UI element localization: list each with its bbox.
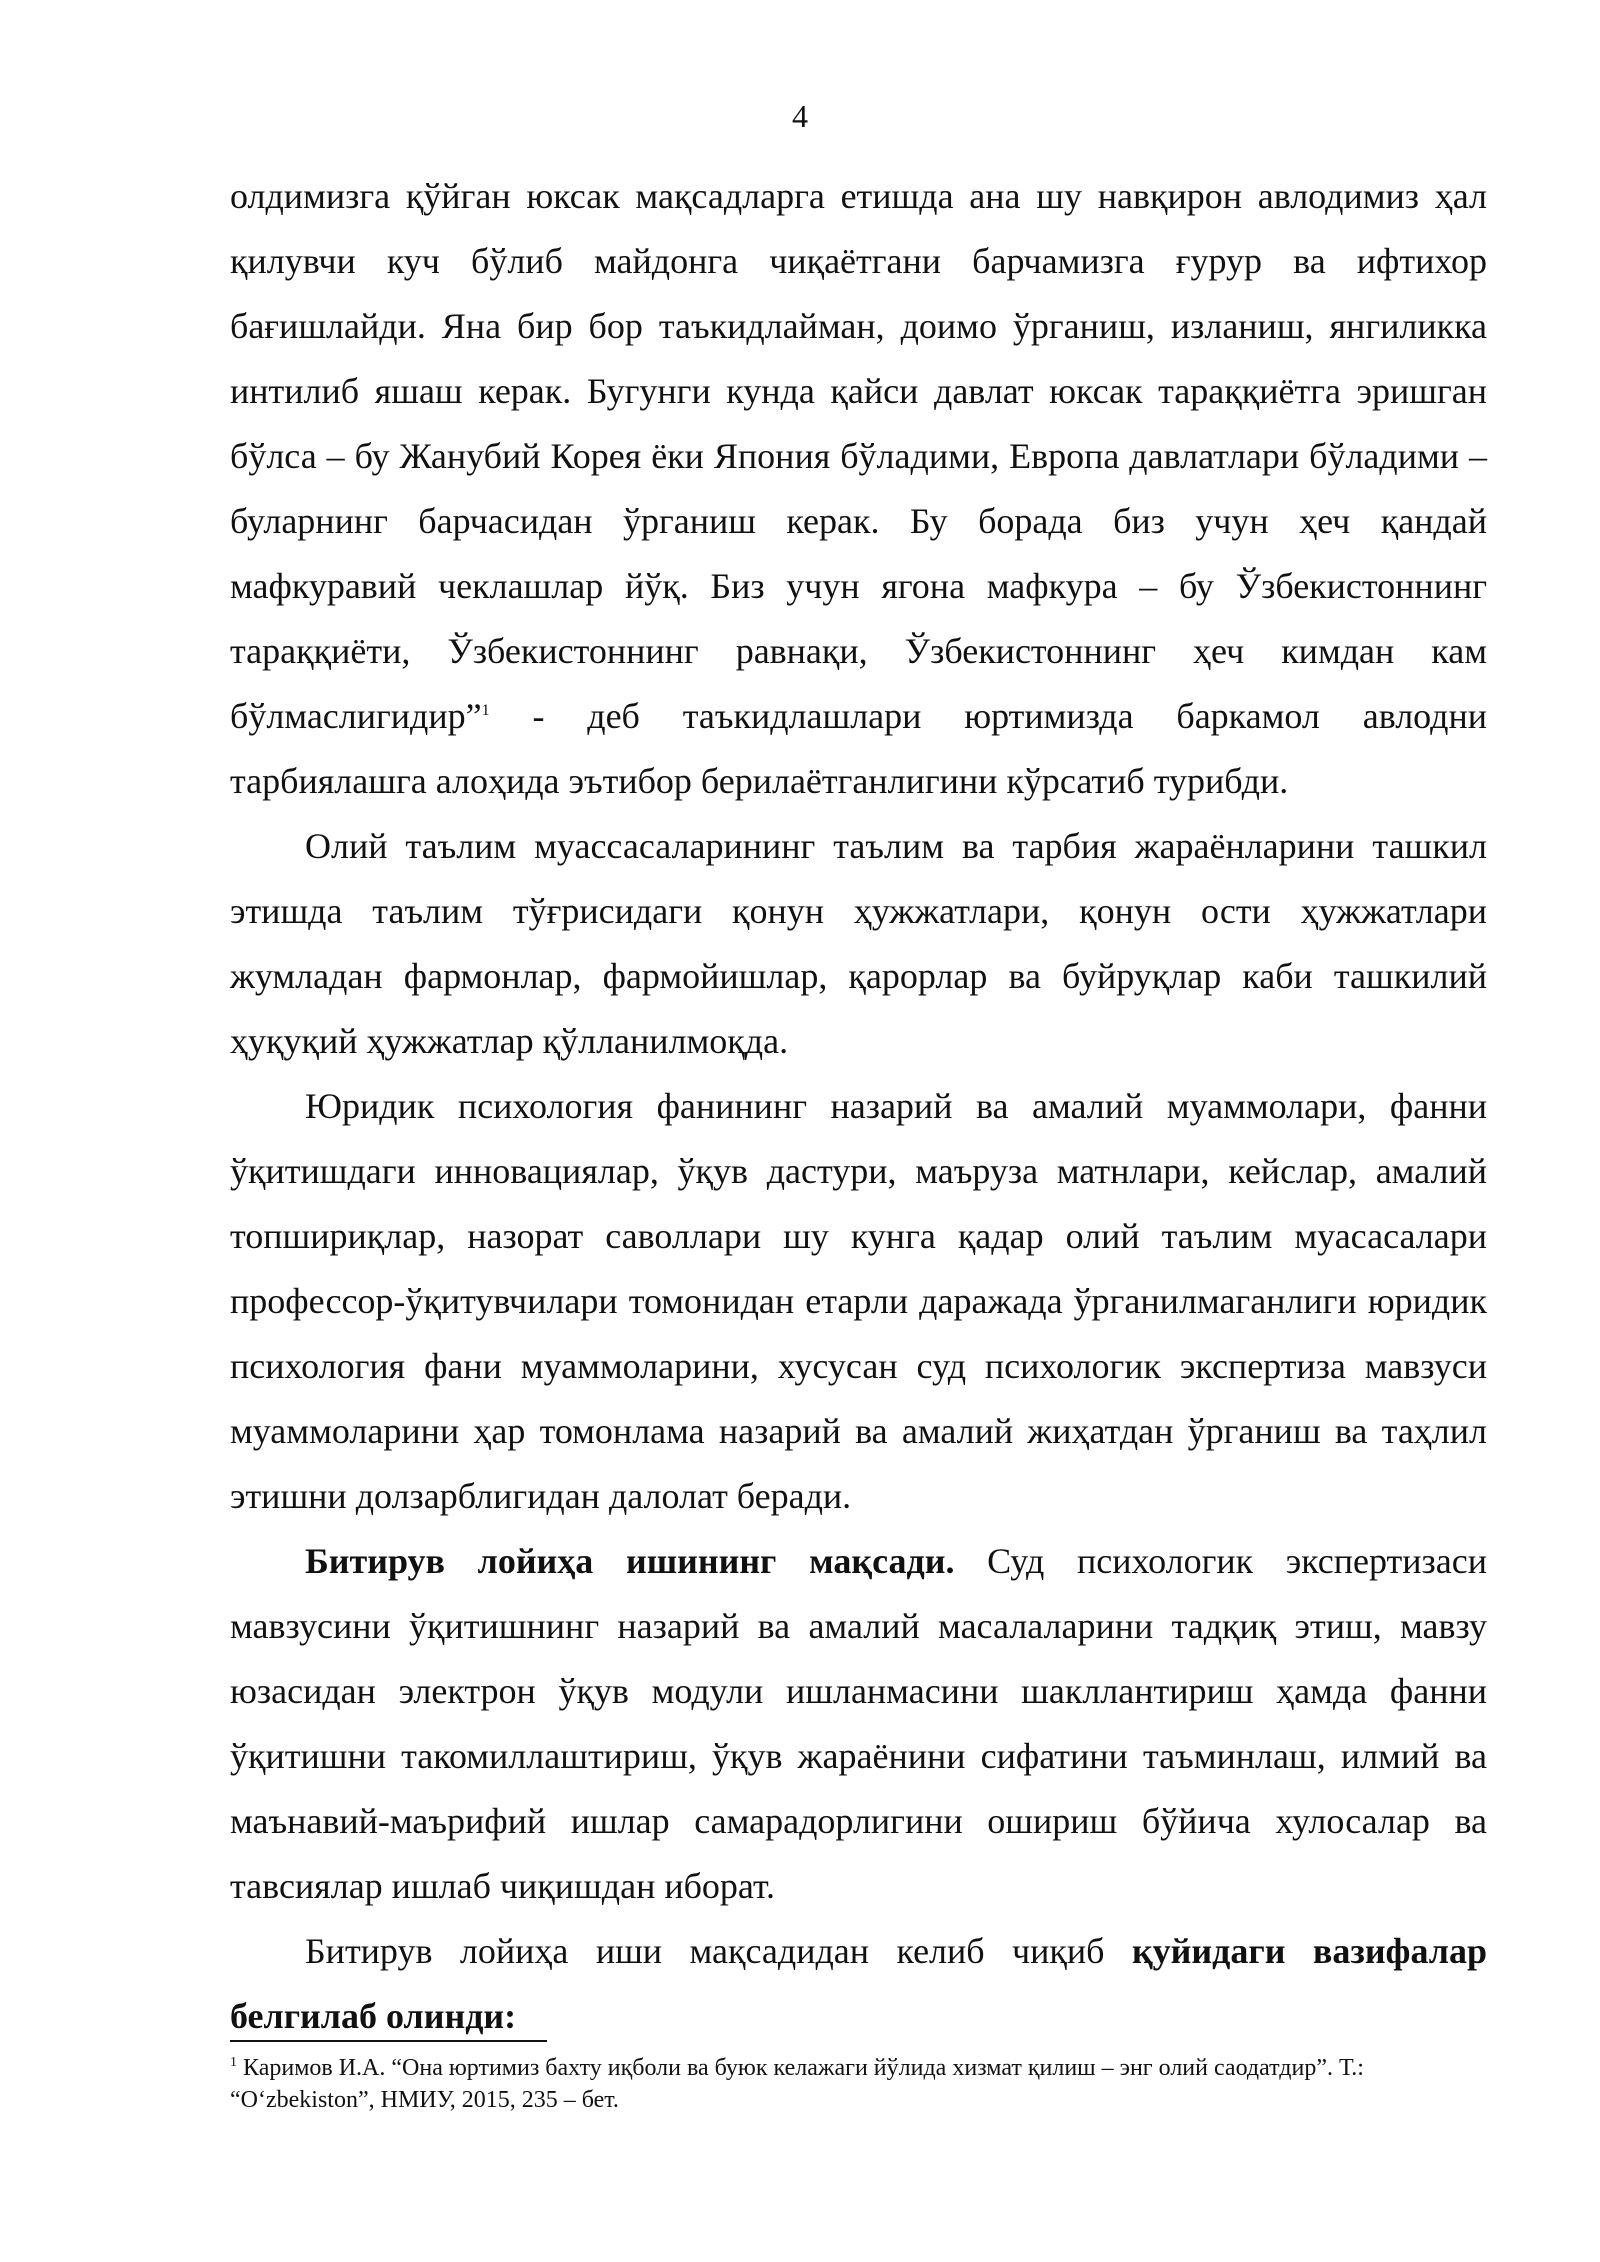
page-number: 4: [792, 98, 808, 134]
paragraph-3: Юридик психология фанининг назарий ва амалий муаммолари, фанни ўқитишдаги инновациялар, ўқув дастури, маъруза матнлари, кейслар, амалий топшириқлар, назорат саволлари шу кунга қадар олий таълим муасасалари профессор-ўқитувчилари томонидан етарли даражада ўрганилмаганлиги юридик психология фани муаммоларини, хусусан суд психологик экспертиза мавзуси муаммоларини ҳар томонлама назарий ва амалий жиҳатдан ўрганиш ва таҳлил этишни долзарблигидан далолат беради.: [230, 1086, 1487, 1516]
paragraph-4-text: Суд психологик экспертизаси мавзусини ўқитишнинг назарий ва амалий масалаларини тадқиқ этиш, мавзу юзасидан электрон ўқув модули ишланмасини шакллантириш ҳамда фанни ўқитишни такомиллаштириш, ўқув жараёнини сифатини таъминлаш, илмий ва маънавий-маърифий ишлар самарадорлигини ошириш бўйича хулосалар ва тавсиялар ишлаб чиқишдан иборат.: [230, 1541, 1487, 1906]
paragraph-4: [230, 1529, 1487, 1919]
paragraph-1: [230, 164, 1487, 814]
footnote-number: 1: [230, 2055, 237, 2070]
paragraph-1-continuation: - деб таъкидлашлари юртимизда баркамол авлодни тарбиялашга алоҳида эътибор берилаётганлигини кўрсатиб турибди.: [230, 696, 1487, 801]
paragraph-1-text: олдимизга қўйган юксак мақсадларга етишда ана шу навқирон авлодимиз ҳал қилувчи куч бўлиб майдонга чиқаётгани барчамизга ғурур ва ифтихор бағишлайди. Яна бир бор таъкидлайман, доимо ўрганиш, изланиш, янгиликка интилиб яшаш керак. Бугунги кунда қайси давлат юксак тараққиётга эришган бўлса – бу Жанубий Корея ёки Япония бўладими, Европа давлатлари бўладими – буларнинг барчасидан ўрганиш керак. Бу борада биз учун ҳеч қандай мафкуравий чеклашлар йўқ. Биз учун ягона мафкура – бу Ўзбекистоннинг тараққиёти, Ўзбекистоннинг равнақи, Ўзбекистоннинг ҳеч кимдан кам бўлмаслигидир”: [230, 176, 1487, 736]
footnote: [230, 2052, 1487, 2116]
paragraph-2: Олий таълим муассасаларининг таълим ва тарбия жараёнларини ташкил этишда таълим тўғрисидаги қонун ҳужжатлари, қонун ости ҳужжатлари жумладан фармонлар, фармойишлар, қарорлар ва буйруқлар каби ташкилий ҳуқуқий ҳужжатлар қўлланилмоқда.: [230, 826, 1487, 1061]
body-text: [230, 164, 1487, 2049]
footnote-separator: [230, 2040, 547, 2042]
footnote-reference: 1: [481, 702, 490, 719]
paragraph-4-heading: Битирув лойиҳа ишининг мақсади.: [305, 1541, 955, 1581]
paragraph-5-bold-tail: қуйидаги вазифалар белгилаб олинди:: [230, 1931, 1487, 2036]
paragraph-5: [230, 1919, 1487, 2049]
paragraph-5-text: Битирув лойиҳа иши мақсадидан келиб чиқиб: [305, 1931, 1132, 1971]
footnote-text: Каримов И.А. “Она юртимиз бахту иқболи ва буюк келажаги йўлида хизмат қилиш – энг олий саодатдир”. Т.: “O‘zbekiston”, НМИУ, 2015, 235 – бет.: [230, 2055, 1364, 2113]
